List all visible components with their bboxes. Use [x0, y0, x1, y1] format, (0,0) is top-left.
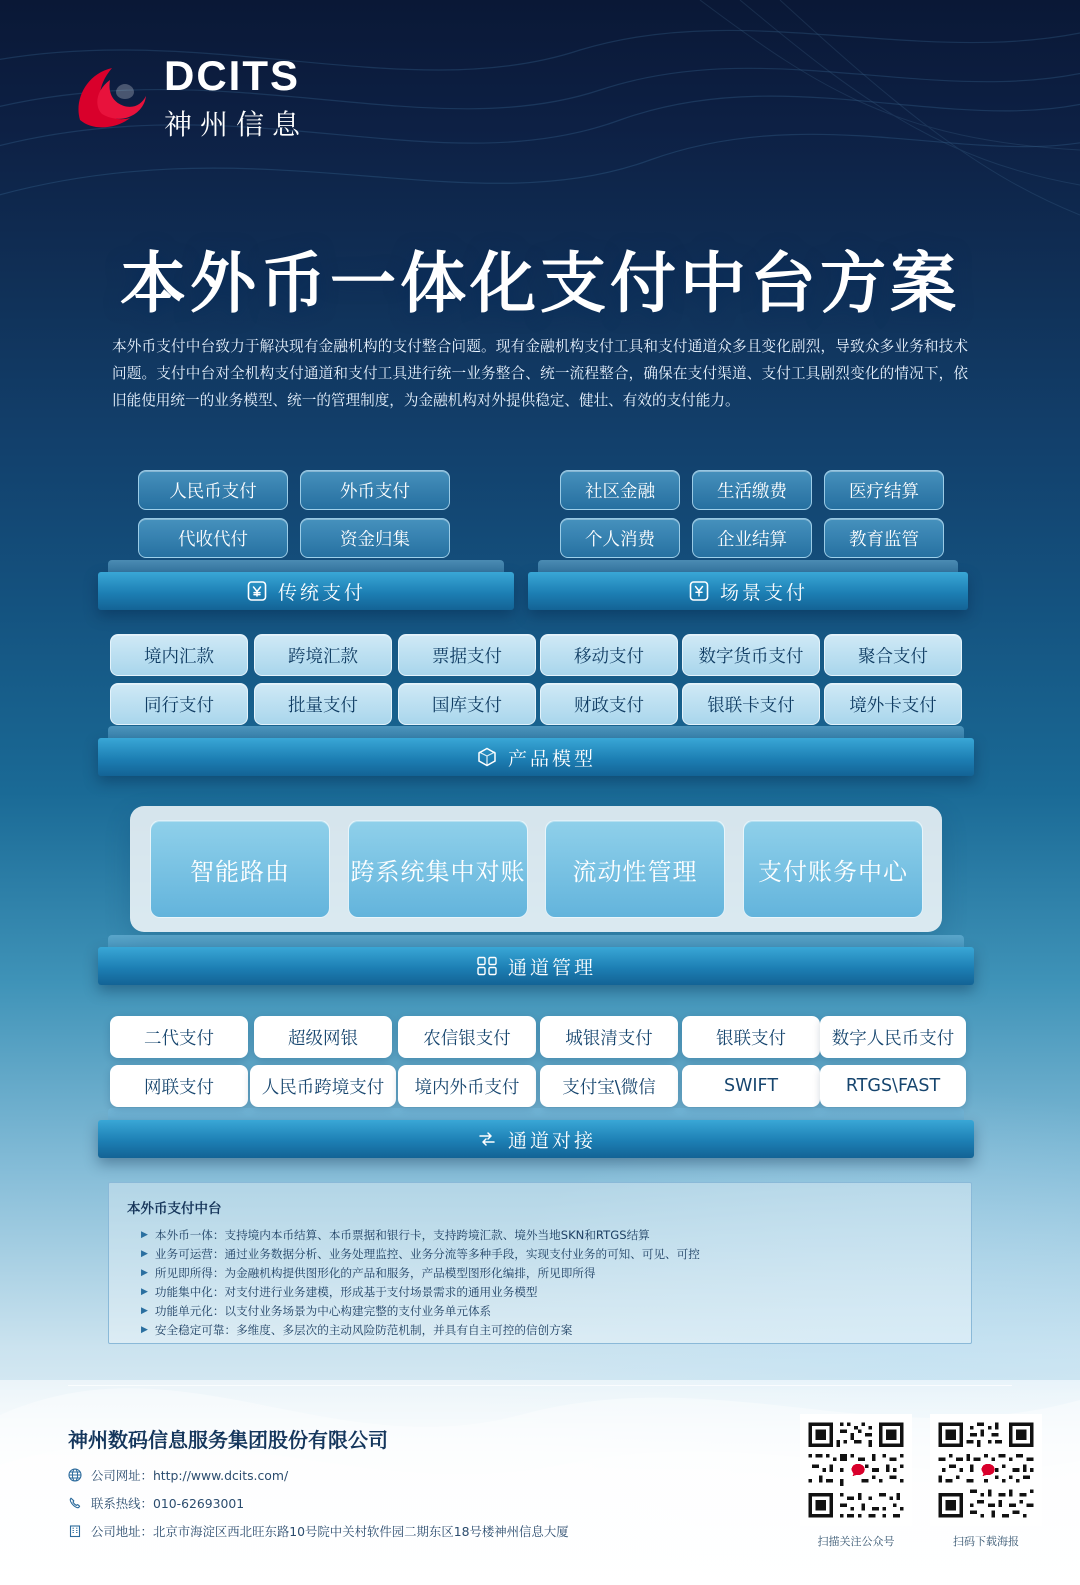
grid-nodes-icon — [476, 955, 498, 977]
qr-caption: 扫码下载海报 — [953, 1535, 1019, 1548]
note-text: 功能集中化：对支付进行业务建模，形成基于支付场景需求的通用业务模型 — [154, 1285, 538, 1299]
poster-download-qr-icon[interactable] — [930, 1414, 1042, 1526]
chip-payment-accounting-center[interactable]: 支付账务中心 — [743, 820, 923, 918]
chip-intelligent-routing[interactable]: 智能路由 — [150, 820, 330, 918]
contact-address[interactable] — [68, 1522, 569, 1540]
chip-treasury-payment[interactable]: 国库支付 — [398, 683, 536, 725]
chip-community-finance[interactable]: 社区金融 — [560, 470, 680, 510]
cube-icon — [476, 746, 498, 768]
bullet-triangle-icon: ▶ — [141, 1287, 148, 1297]
brand-logo — [72, 52, 309, 143]
payment-badge-icon — [688, 580, 710, 602]
bullet-triangle-icon: ▶ — [141, 1230, 148, 1240]
layer-bar-channel-docking[interactable] — [98, 1120, 974, 1158]
intro-paragraph: 本外币支付中台致力于解决现有金融机构的支付整合问题。现有金融机构支付工具和支付通道众多且变化剧烈，导致众多业务和技术问题。支付中台对全机构支付通道和支付工具进行统一业务整合、统一流程整合，确保在支付渠道、支付工具剧烈变化的情况下，依旧能使用统一的业务模型、统一的管理制度，为金融机构对外提供稳定、健壮、有效的支付能力。 — [112, 338, 968, 409]
layer-label: 场景支付 — [719, 581, 808, 604]
chip-fiscal-payment[interactable]: 财政支付 — [540, 683, 678, 725]
bullet-triangle-icon: ▶ — [141, 1249, 148, 1259]
chip-cross-system-reconciliation[interactable]: 跨系统集中对账 — [348, 820, 528, 918]
note-item — [141, 1264, 953, 1283]
note-text: 安全稳定可靠：多维度、多层次的主动风险防范机制，并具有自主可控的信创方案 — [154, 1323, 573, 1337]
chip-super-online-banking[interactable]: 超级网银 — [254, 1016, 392, 1058]
chip-liquidity-management[interactable]: 流动性管理 — [545, 820, 725, 918]
notes-heading: 本外币支付中台 — [127, 1201, 222, 1217]
note-item — [141, 1302, 953, 1321]
company-name: 神州数码信息服务集团股份有限公司 — [68, 1428, 388, 1452]
wechat-official-qr-icon[interactable] — [800, 1414, 912, 1526]
chip-digital-currency-payment[interactable]: 数字货币支付 — [682, 634, 820, 676]
chip-swift[interactable]: SWIFT — [682, 1065, 820, 1107]
notes-panel — [108, 1182, 972, 1344]
qr-code-group — [800, 1414, 1042, 1549]
yuan-badge-icon — [246, 580, 268, 602]
chip-personal-consumption[interactable]: 个人消费 — [560, 518, 680, 558]
chip-foreign-currency-payment[interactable]: 外币支付 — [300, 470, 450, 510]
chip-bill-payment[interactable]: 票据支付 — [398, 634, 536, 676]
layer-label: 通道对接 — [507, 1129, 596, 1152]
note-text: 业务可运营：通过业务数据分析、业务处理监控、业务分流等多种手段，实现支付业务的可知、可见、可控 — [154, 1247, 700, 1261]
page-title: 本外币一体化支付中台方案 — [120, 245, 960, 322]
chip-enterprise-settlement[interactable]: 企业结算 — [692, 518, 812, 558]
chip-fund-pooling[interactable]: 资金归集 — [300, 518, 450, 558]
contact-hotline[interactable] — [68, 1494, 244, 1512]
note-text: 本外币一体：支持境内本币结算、本币票据和银行卡，支持跨境汇款、境外当地SKN和RTGS结算 — [154, 1228, 650, 1242]
brand-name-cn: 神州信息 — [164, 108, 309, 141]
chip-netsunion-payment[interactable]: 网联支付 — [110, 1065, 248, 1107]
layer-label: 传统支付 — [277, 581, 366, 604]
chip-alipay-wechat[interactable]: 支付宝\微信 — [540, 1065, 678, 1107]
chip-education-supervision[interactable]: 教育监管 — [824, 518, 944, 558]
qr-item-poster — [930, 1414, 1042, 1549]
chip-second-gen-payment[interactable]: 二代支付 — [110, 1016, 248, 1058]
contact-text: 公司网址：http://www.dcits.com/ — [91, 1468, 289, 1483]
bullet-triangle-icon: ▶ — [141, 1268, 148, 1278]
building-icon — [68, 1524, 82, 1538]
chip-domestic-foreign-currency-payment[interactable]: 境内外币支付 — [398, 1065, 536, 1107]
chip-digital-rmb-payment[interactable]: 数字人民币支付 — [820, 1016, 966, 1058]
chip-unionpay-payment[interactable]: 银联支付 — [682, 1016, 820, 1058]
note-text: 所见即所得：为金融机构提供图形化的产品和服务，产品模型图形化编排，所见即所得 — [154, 1266, 596, 1280]
layer-label: 通道管理 — [507, 956, 596, 979]
qr-caption: 扫描关注公众号 — [817, 1535, 895, 1548]
dcits-swoosh-logo-icon — [72, 62, 150, 136]
note-item — [141, 1283, 953, 1302]
qr-pattern — [805, 1419, 907, 1521]
note-text: 功能单元化：以支付业务场景为中心构建完整的支付业务单元体系 — [154, 1304, 492, 1318]
chip-peer-payment[interactable]: 同行支付 — [110, 683, 248, 725]
note-item — [141, 1226, 953, 1245]
layer-label: 产品模型 — [507, 747, 596, 770]
note-item — [141, 1321, 953, 1340]
chip-mobile-payment[interactable]: 移动支付 — [540, 634, 678, 676]
chip-rtgs-fast[interactable]: RTGS\FAST — [820, 1065, 966, 1107]
exchange-arrows-icon — [476, 1128, 498, 1150]
chip-living-payment[interactable]: 生活缴费 — [692, 470, 812, 510]
contact-text: 公司地址：北京市海淀区西北旺东路10号院中关村软件园二期东区18号楼神州信息大厦 — [91, 1524, 569, 1539]
chip-overseas-card-payment[interactable]: 境外卡支付 — [824, 683, 962, 725]
layer-bar-product-model[interactable] — [98, 738, 974, 776]
chip-unionpay-card-payment[interactable]: 银联卡支付 — [682, 683, 820, 725]
footer-divider — [68, 1385, 1012, 1386]
qr-item-wechat — [800, 1414, 912, 1549]
chip-rural-credit-bank-payment[interactable]: 农信银支付 — [398, 1016, 536, 1058]
contact-website[interactable] — [68, 1466, 288, 1484]
chip-cross-border-remittance[interactable]: 跨境汇款 — [254, 634, 392, 676]
note-item — [141, 1245, 953, 1264]
chip-domestic-remittance[interactable]: 境内汇款 — [110, 634, 248, 676]
chip-collection-payment[interactable]: 代收代付 — [138, 518, 288, 558]
bullet-triangle-icon: ▶ — [141, 1325, 148, 1335]
layer-bar-scenario-payment[interactable] — [528, 572, 968, 610]
chip-rmb-cross-border-payment[interactable]: 人民币跨境支付 — [250, 1065, 396, 1107]
globe-icon — [68, 1468, 82, 1482]
qr-pattern — [935, 1419, 1037, 1521]
chip-batch-payment[interactable]: 批量支付 — [254, 683, 392, 725]
brand-name-en: DCITS — [164, 52, 300, 99]
layer-bar-traditional-payment[interactable] — [98, 572, 514, 610]
chip-medical-settlement[interactable]: 医疗结算 — [824, 470, 944, 510]
chip-rmb-payment[interactable]: 人民币支付 — [138, 470, 288, 510]
chip-aggregate-payment[interactable]: 聚合支付 — [824, 634, 962, 676]
bullet-triangle-icon: ▶ — [141, 1306, 148, 1316]
chip-city-bank-clearing-payment[interactable]: 城银清支付 — [540, 1016, 678, 1058]
phone-icon — [68, 1496, 82, 1510]
contact-text: 联系热线：010-62693001 — [91, 1496, 245, 1511]
layer-bar-channel-management[interactable] — [98, 947, 974, 985]
